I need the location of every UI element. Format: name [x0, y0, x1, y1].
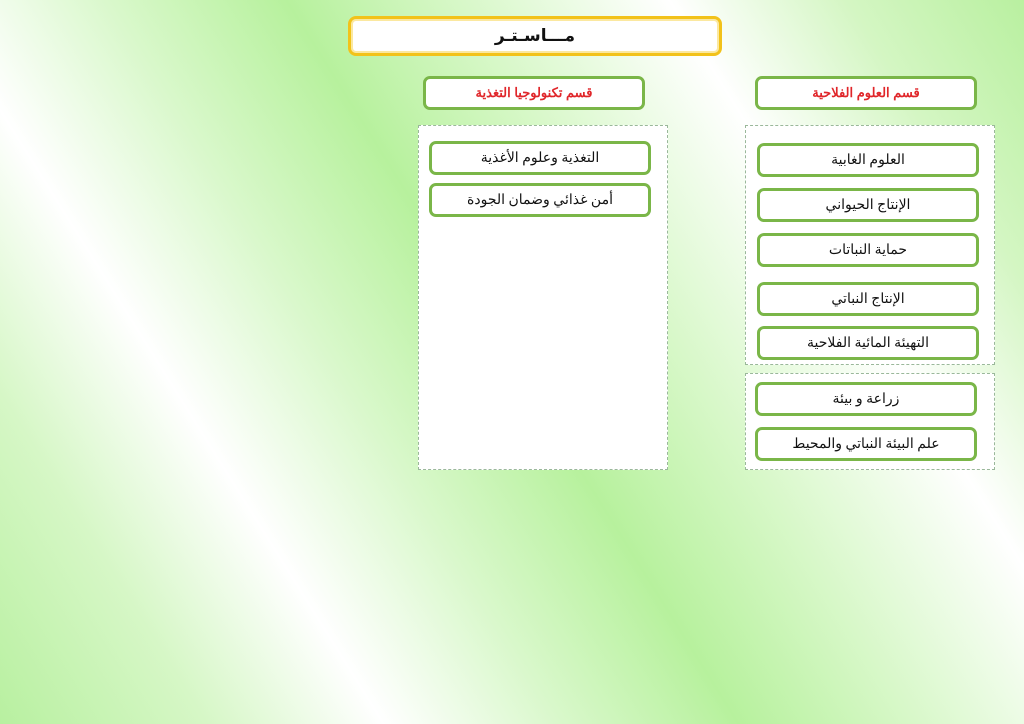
- agri-item-animal-production: [757, 188, 979, 222]
- agri-item-forest-sciences: [757, 143, 979, 177]
- food-item-nutrition: [429, 141, 651, 175]
- item-label: التغذية وعلوم الأغذية: [480, 150, 600, 166]
- agri-item-plant-protection: [757, 233, 979, 267]
- item-label: الإنتاج النباتي: [831, 291, 905, 307]
- agri-item-agriculture-environment: [755, 382, 977, 416]
- agri-item-plant-ecology: [755, 427, 977, 461]
- dept-agri-header: [755, 76, 977, 110]
- item-label: أمن غذائي وضمان الجودة: [467, 192, 613, 208]
- food-item-food-security: [429, 183, 651, 217]
- dept-food-label: قسم تكنولوجيا التغذية: [475, 85, 593, 100]
- agri-item-plant-production: [757, 282, 979, 316]
- item-label: علم البيئة النباتي والمحيط: [792, 436, 940, 452]
- item-label: حماية النباتات: [828, 242, 908, 258]
- master-title-box: [348, 16, 722, 56]
- item-label: العلوم الغابية: [831, 152, 905, 168]
- food-panel: [418, 125, 668, 470]
- dept-food-header: [423, 76, 645, 110]
- item-label: الإنتاج الحيواني: [825, 197, 911, 213]
- agri-item-water-management: [757, 326, 979, 360]
- item-label: التهيئة المائية الفلاحية: [807, 335, 929, 351]
- dept-agri-label: قسم العلوم الفلاحية: [812, 85, 920, 100]
- master-title: مـــاسـتـر: [494, 26, 576, 46]
- item-label: زراعة و بيئة: [832, 391, 900, 407]
